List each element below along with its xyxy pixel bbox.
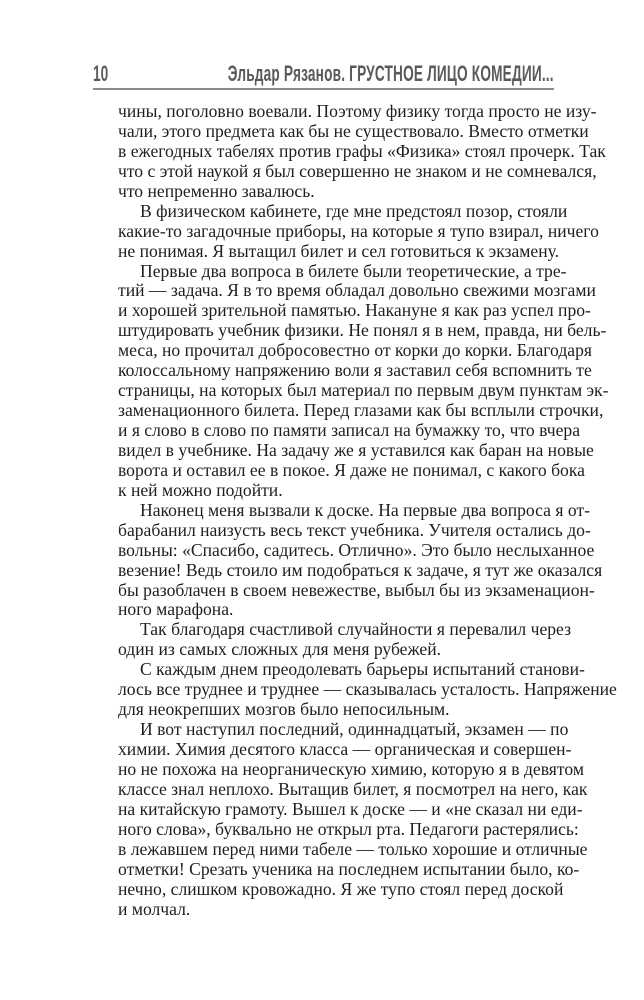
text-line: что с этой наукой я был совершенно не знаком и не сомневался,	[118, 160, 597, 181]
page-number: 10	[93, 61, 109, 86]
text-line: Первые два вопроса в билете были теоретические, а тре-	[140, 260, 567, 281]
text-line: видел в учебнике. На задачу же я уставился как баран на новые	[118, 439, 594, 460]
text-line: бы разоблачен в своем невежестве, выбыл бы из экзаменацион-	[118, 579, 595, 600]
text-line: какие-то загадочные приборы, на которые я тупо взирал, ничего	[118, 220, 599, 241]
text-line: для неокрепших мозгов было непосильным.	[118, 699, 450, 720]
text-line: И вот наступил последний, одиннадцатый, экзамен — по	[140, 719, 569, 740]
text-line: отметки! Срезать ученика на последнем испытании было, ко-	[118, 858, 580, 879]
text-line: и я слово в слово по памяти записал на бумажку то, что вчера	[118, 420, 581, 440]
text-line: барабанил наизусть весь текст учебника. Учителя остались до-	[118, 519, 591, 540]
text-line: заменационного билета. Перед глазами как бы всплыли строчки,	[118, 400, 604, 421]
text-line: ного марафона.	[118, 599, 234, 620]
text-line: классе знал неплохо. Вытащив билет, я посмотрел на него, как	[118, 778, 588, 799]
text-line: тий — задача. Я в то время обладал довольно свежими мозгами	[118, 280, 596, 301]
text-line: не понимая. Я вытащил билет и сел готовиться к экзамену.	[118, 240, 560, 261]
text-line: чали, этого предмета как бы не существовало. Вместо отметки	[118, 120, 589, 141]
text-line: В физическом кабинете, где мне предстоял позор, стояли	[140, 200, 568, 221]
text-line: химии. Химия десятого класса — органическая и совершен-	[118, 739, 572, 759]
text-line: лось все труднее и труднее — сказывалась усталость. Напряжение	[118, 679, 617, 700]
text-line: на китайскую грамоту. Вышел к доске — и «не сказал ни еди-	[118, 798, 583, 819]
text-line: меса, но прочитал добросовестно от корки до корки. Благодаря	[118, 340, 592, 361]
text-line: везение! Ведь стоило им подобраться к задаче, я тут же оказался	[118, 559, 603, 580]
page-body-text	[118, 101, 617, 919]
text-line: и молчал.	[118, 898, 191, 919]
running-title: Эльдар Рязанов. ГРУСТНОЕ ЛИЦО КОМЕДИИ...	[228, 61, 554, 86]
text-line: Так благодаря счастливой случайности я перевалил через	[140, 619, 572, 640]
text-line: нечно, слишком кровожадно. Я же тупо стоял перед доской	[118, 878, 564, 899]
text-line: что непременно завалюсь.	[118, 180, 315, 201]
text-line: один из самых сложных для меня рубежей.	[118, 639, 442, 660]
text-line: штудировать учебник физики. Не понял я в нем, правда, ни бель-	[118, 320, 607, 341]
text-line: в лежавшем перед ними табеле — только хорошие и отличные	[118, 838, 588, 859]
text-line: и хорошей зрительной памятью. Накануне я как раз успел про-	[118, 300, 591, 321]
text-line: страницы, на которых был материал по первым двум пунктам эк-	[118, 380, 609, 401]
text-line: ворота и оставил ее в покое. Я даже не понимал, с какого бока	[118, 459, 585, 480]
running-header	[93, 60, 554, 90]
text-line: колоссальному напряжению воли я заставил себя вспомнить те	[118, 360, 592, 381]
text-line: вольны: «Спасибо, садитесь. Отлично». Это было неслыханное	[118, 539, 595, 560]
text-line: ного слова», буквально не открыл рта. Педагоги растерялись:	[118, 818, 579, 839]
text-line: С каждым днем преодолевать барьеры испытаний станови-	[140, 659, 585, 680]
text-line: но не похожа на неорганическую химию, которую я в девятом	[118, 758, 584, 779]
text-line: Наконец меня вызвали к доске. На первые два вопроса я от-	[140, 499, 590, 520]
text-line: к ней можно подойти.	[118, 479, 283, 500]
text-line: в ежегодных табелях против графы «Физика» стоял прочерк. Так	[118, 140, 606, 161]
text-line: чины, поголовно воевали. Поэтому физику тогда просто не изу-	[118, 101, 597, 121]
